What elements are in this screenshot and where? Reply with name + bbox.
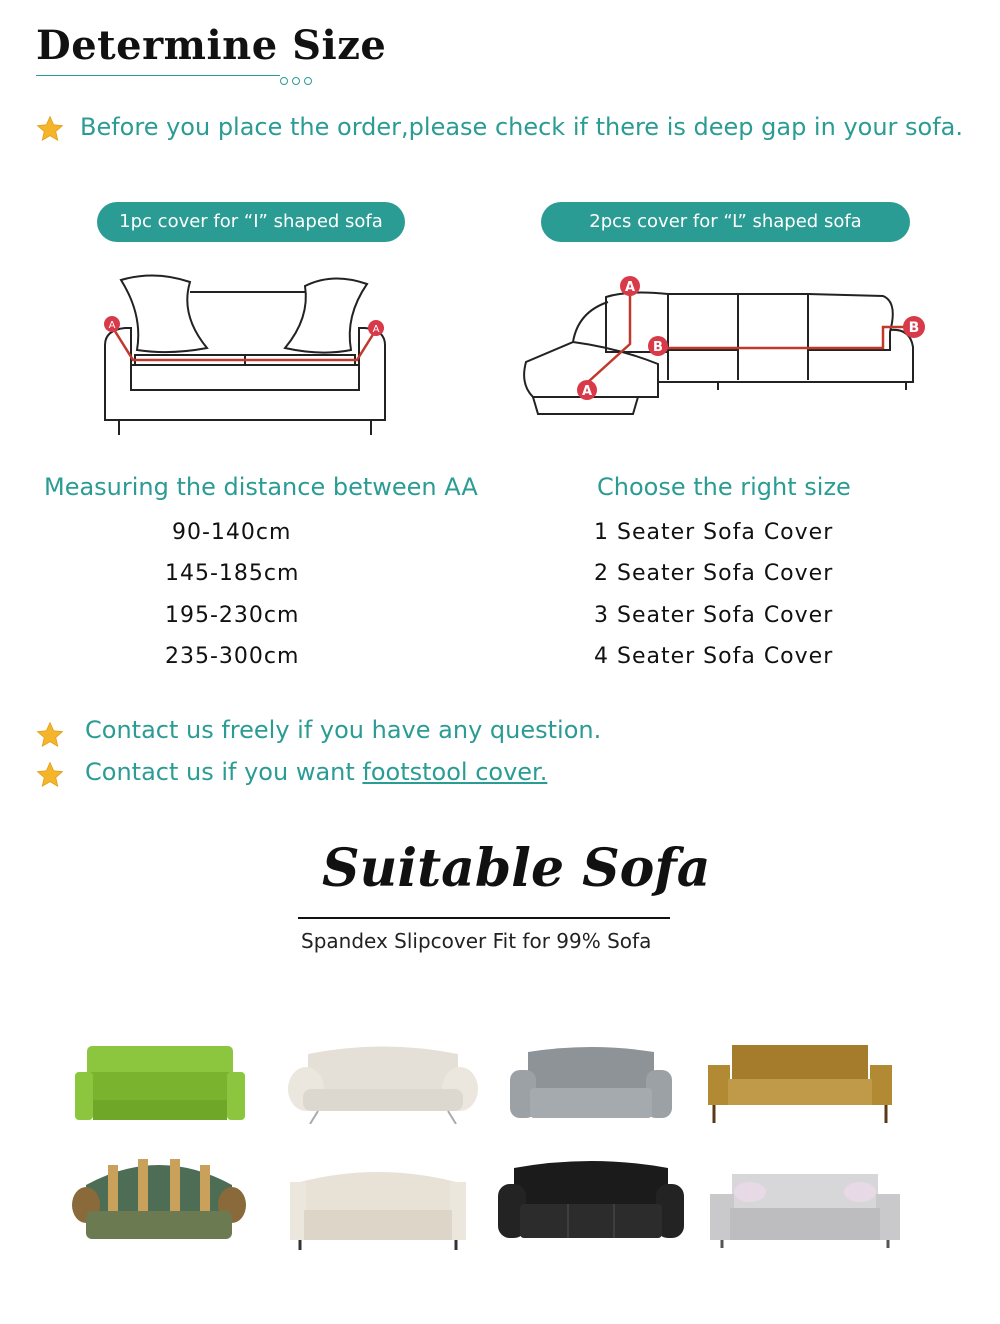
grey-leather-sofa-image <box>510 1046 672 1122</box>
measure-item: 235-300cm <box>165 644 300 669</box>
suitable-title: Suitable Sofa <box>322 838 711 899</box>
star-icon <box>35 720 65 750</box>
size-item: 1 Seater Sofa Cover <box>594 520 834 545</box>
l-shaped-label: 2pcs cover for “L” shaped sofa <box>541 202 910 242</box>
measure-heading: Measuring the distance between AA <box>44 473 478 501</box>
measure-item: 145-185cm <box>165 561 300 586</box>
mark-a-top: A <box>624 280 636 295</box>
l-shaped-sofa-diagram <box>518 272 933 427</box>
size-item: 4 Seater Sofa Cover <box>594 644 834 669</box>
cream-tufted-sofa-image <box>290 1162 466 1250</box>
contact-line-2-prefix: Contact us if you want <box>85 758 363 786</box>
page-title: Determine Size <box>36 22 387 69</box>
mark-a-left: A <box>108 320 116 331</box>
black-leather-sofa-image <box>498 1160 684 1246</box>
suitable-subtitle: Spandex Slipcover Fit for 99% Sofa <box>301 929 652 953</box>
measure-item: 195-230cm <box>165 603 300 628</box>
size-item: 3 Seater Sofa Cover <box>594 603 834 628</box>
sizes-heading: Choose the right size <box>597 473 851 501</box>
suitable-divider <box>298 917 670 919</box>
star-icon <box>35 114 65 144</box>
white-leather-sofa-image <box>288 1044 478 1124</box>
green-sofa-image <box>75 1042 245 1122</box>
i-shaped-label: 1pc cover for “I” shaped sofa <box>97 202 405 242</box>
size-item: 2 Seater Sofa Cover <box>594 561 834 586</box>
notice-text: Before you place the order,please check if there is deep gap in your sofa. <box>80 113 964 141</box>
mark-a-bottom: A <box>581 384 593 399</box>
mark-b-left: B <box>653 340 663 355</box>
mark-b-right: B <box>908 320 920 336</box>
star-icon <box>35 760 65 790</box>
striped-sofa-image <box>72 1155 246 1247</box>
contact-line-1: Contact us freely if you have any question. <box>85 716 602 744</box>
i-shaped-sofa-diagram <box>95 270 395 445</box>
light-grey-sofa-image <box>710 1166 900 1248</box>
mustard-sofa-image <box>708 1043 892 1125</box>
measure-item: 90-140cm <box>172 520 292 545</box>
footstool-cover-link[interactable]: footstool cover. <box>362 758 548 786</box>
mark-a-right: A <box>372 324 380 335</box>
title-underline <box>36 75 280 76</box>
title-dots <box>280 70 316 89</box>
contact-line-2 <box>85 758 547 786</box>
